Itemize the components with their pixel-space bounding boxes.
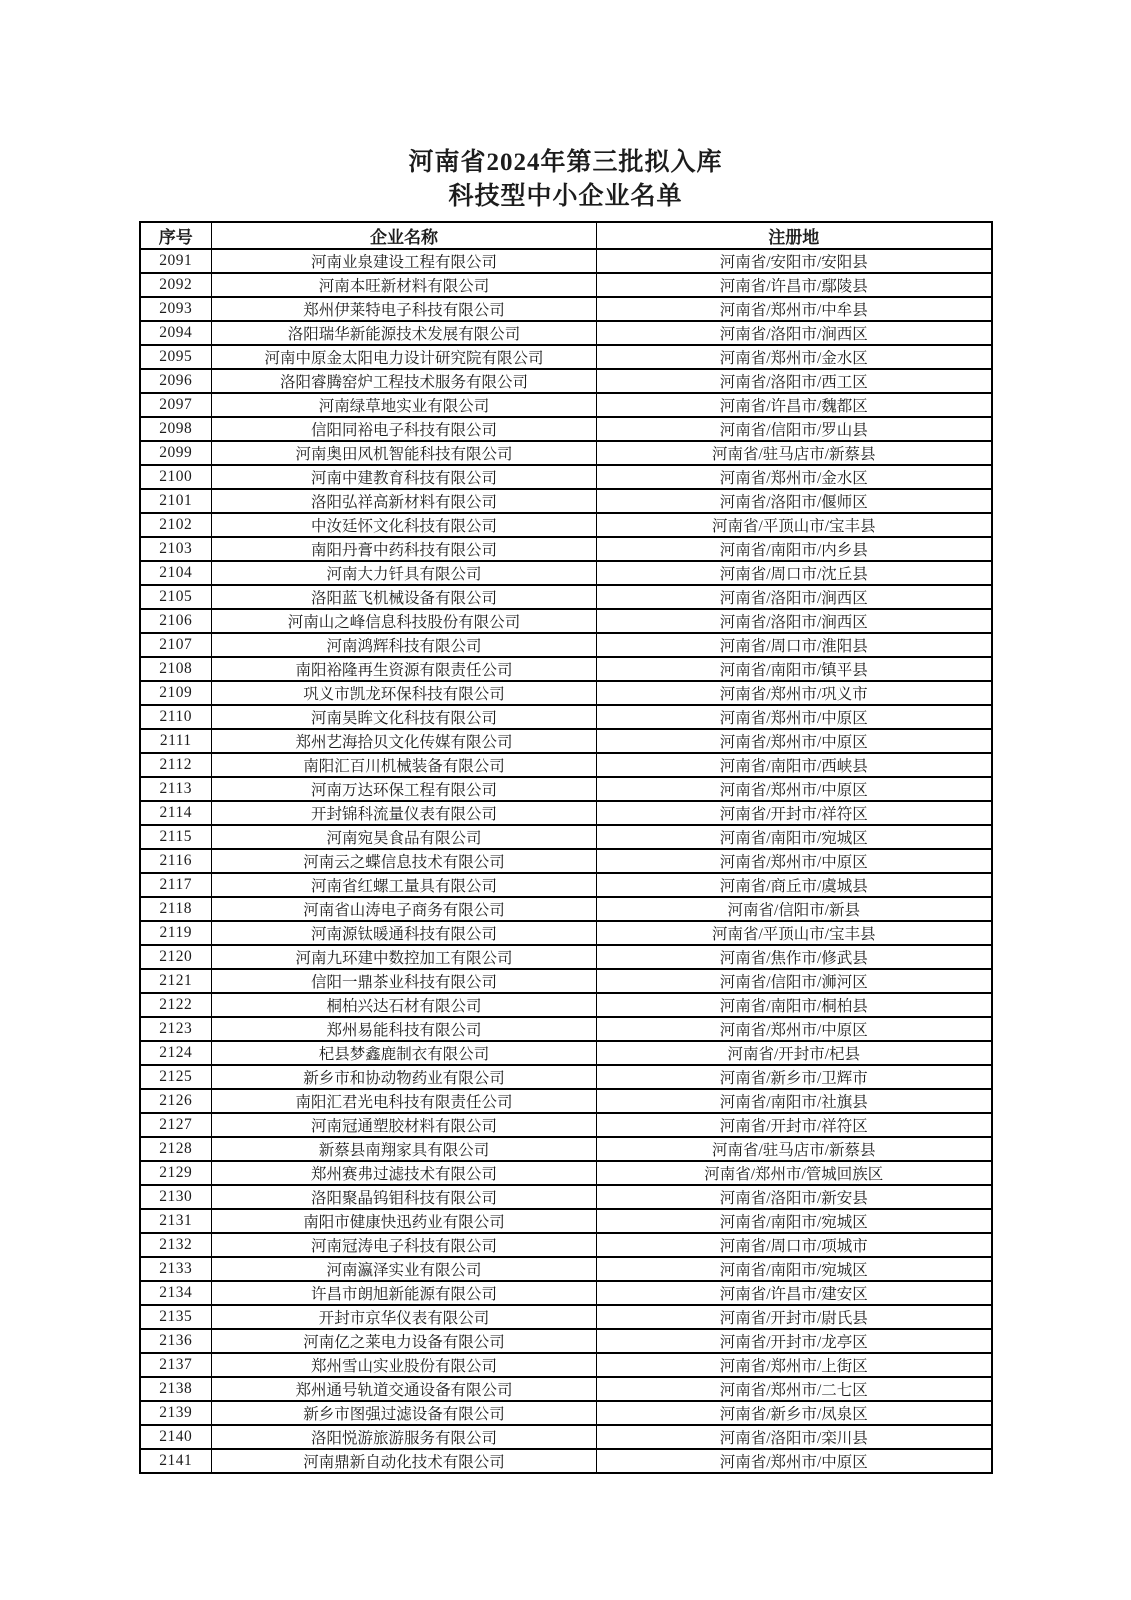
registration-cell: 河南省/新乡市/卫辉市 <box>597 1065 992 1089</box>
serial-cell: 2118 <box>140 897 212 921</box>
document-title-line1: 河南省2024年第三批拟入库 <box>408 149 723 176</box>
company-name-cell: 新蔡县南翔家具有限公司 <box>212 1137 597 1161</box>
table-row <box>140 1257 992 1281</box>
company-name-cell: 河南中原金太阳电力设计研究院有限公司 <box>212 345 597 369</box>
serial-cell: 2141 <box>140 1449 212 1473</box>
table-row <box>140 1401 992 1425</box>
table-row <box>140 369 992 393</box>
registration-cell: 河南省/南阳市/宛城区 <box>597 825 992 849</box>
company-name-cell: 南阳汇君光电科技有限责任公司 <box>212 1089 597 1113</box>
registration-cell: 河南省/开封市/尉氏县 <box>597 1305 992 1329</box>
table-row <box>140 441 992 465</box>
serial-cell: 2127 <box>140 1113 212 1137</box>
company-name-cell: 洛阳悦游旅游服务有限公司 <box>212 1425 597 1449</box>
table-row <box>140 321 992 345</box>
registration-cell: 河南省/开封市/龙亭区 <box>597 1329 992 1353</box>
company-name-cell: 洛阳蓝飞机械设备有限公司 <box>212 585 597 609</box>
serial-cell: 2130 <box>140 1185 212 1209</box>
serial-cell: 2128 <box>140 1137 212 1161</box>
serial-cell: 2136 <box>140 1329 212 1353</box>
table-row <box>140 561 992 585</box>
company-name-cell: 河南昊眸文化科技有限公司 <box>212 705 597 729</box>
registration-cell: 河南省/许昌市/鄢陵县 <box>597 273 992 297</box>
serial-cell: 2133 <box>140 1257 212 1281</box>
serial-cell: 2096 <box>140 369 212 393</box>
table-row <box>140 1209 992 1233</box>
table-row <box>140 753 992 777</box>
serial-cell: 2135 <box>140 1305 212 1329</box>
company-name-cell: 河南省红螺工量具有限公司 <box>212 873 597 897</box>
company-name-cell: 郑州雪山实业股份有限公司 <box>212 1353 597 1377</box>
registration-cell: 河南省/开封市/杞县 <box>597 1041 992 1065</box>
serial-cell: 2097 <box>140 393 212 417</box>
serial-cell: 2100 <box>140 465 212 489</box>
company-name-cell: 洛阳睿腾窑炉工程技术服务有限公司 <box>212 369 597 393</box>
company-name-cell: 南阳汇百川机械装备有限公司 <box>212 753 597 777</box>
company-name-cell: 新乡市和协动物药业有限公司 <box>212 1065 597 1089</box>
table-row <box>140 729 992 753</box>
table-row <box>140 609 992 633</box>
registration-cell: 河南省/平顶山市/宝丰县 <box>597 513 992 537</box>
company-name-cell: 河南瀛泽实业有限公司 <box>212 1257 597 1281</box>
company-name-cell: 河南中建教育科技有限公司 <box>212 465 597 489</box>
table-row <box>140 417 992 441</box>
company-name-cell: 河南鸿辉科技有限公司 <box>212 633 597 657</box>
registration-cell: 河南省/洛阳市/新安县 <box>597 1185 992 1209</box>
registration-cell: 河南省/郑州市/上街区 <box>597 1353 992 1377</box>
table-row <box>140 1185 992 1209</box>
table-header-row <box>140 222 992 249</box>
company-name-cell: 巩义市凯龙环保科技有限公司 <box>212 681 597 705</box>
serial-cell: 2102 <box>140 513 212 537</box>
serial-cell: 2120 <box>140 945 212 969</box>
company-name-cell: 开封锦科流量仪表有限公司 <box>212 801 597 825</box>
registration-cell: 河南省/郑州市/管城回族区 <box>597 1161 992 1185</box>
serial-cell: 2138 <box>140 1377 212 1401</box>
registration-cell: 河南省/周口市/项城市 <box>597 1233 992 1257</box>
company-name-cell: 河南万达环保工程有限公司 <box>212 777 597 801</box>
company-name-cell: 南阳市健康快迅药业有限公司 <box>212 1209 597 1233</box>
serial-cell: 2093 <box>140 297 212 321</box>
registration-cell: 河南省/郑州市/中牟县 <box>597 297 992 321</box>
table-row <box>140 633 992 657</box>
company-name-cell: 河南业泉建设工程有限公司 <box>212 249 597 273</box>
company-name-cell: 郑州易能科技有限公司 <box>212 1017 597 1041</box>
registration-cell: 河南省/周口市/淮阳县 <box>597 633 992 657</box>
serial-cell: 2103 <box>140 537 212 561</box>
serial-cell: 2137 <box>140 1353 212 1377</box>
table-row <box>140 1017 992 1041</box>
company-name-cell: 洛阳弘祥高新材料有限公司 <box>212 489 597 513</box>
registration-cell: 河南省/南阳市/西峡县 <box>597 753 992 777</box>
company-name-cell: 河南亿之莱电力设备有限公司 <box>212 1329 597 1353</box>
company-name-cell: 郑州通号轨道交通设备有限公司 <box>212 1377 597 1401</box>
table-row <box>140 489 992 513</box>
registration-cell: 河南省/郑州市/金水区 <box>597 345 992 369</box>
serial-cell: 2117 <box>140 873 212 897</box>
serial-cell: 2139 <box>140 1401 212 1425</box>
serial-cell: 2099 <box>140 441 212 465</box>
serial-cell: 2114 <box>140 801 212 825</box>
serial-cell: 2092 <box>140 273 212 297</box>
registration-cell: 河南省/驻马店市/新蔡县 <box>597 441 992 465</box>
registration-cell: 河南省/洛阳市/涧西区 <box>597 585 992 609</box>
registration-cell: 河南省/南阳市/内乡县 <box>597 537 992 561</box>
serial-cell: 2110 <box>140 705 212 729</box>
company-name-cell: 信阳一鼎茶业科技有限公司 <box>212 969 597 993</box>
serial-cell: 2115 <box>140 825 212 849</box>
company-name-cell: 开封市京华仪表有限公司 <box>212 1305 597 1329</box>
registration-cell: 河南省/洛阳市/涧西区 <box>597 609 992 633</box>
company-name-cell: 河南冠涛电子科技有限公司 <box>212 1233 597 1257</box>
serial-cell: 2112 <box>140 753 212 777</box>
table-row <box>140 1449 992 1473</box>
registration-cell: 河南省/许昌市/建安区 <box>597 1281 992 1305</box>
serial-cell: 2122 <box>140 993 212 1017</box>
registration-cell: 河南省/郑州市/金水区 <box>597 465 992 489</box>
table-row <box>140 1377 992 1401</box>
registration-cell: 河南省/郑州市/中原区 <box>597 705 992 729</box>
table-row <box>140 921 992 945</box>
serial-cell: 2091 <box>140 249 212 273</box>
table-row <box>140 1305 992 1329</box>
serial-cell: 2132 <box>140 1233 212 1257</box>
registration-cell: 河南省/商丘市/虞城县 <box>597 873 992 897</box>
registration-cell: 河南省/南阳市/桐柏县 <box>597 993 992 1017</box>
table-row <box>140 1113 992 1137</box>
registration-cell: 河南省/开封市/祥符区 <box>597 1113 992 1137</box>
table-row <box>140 1065 992 1089</box>
registration-cell: 河南省/平顶山市/宝丰县 <box>597 921 992 945</box>
registration-cell: 河南省/安阳市/安阳县 <box>597 249 992 273</box>
table-row <box>140 1137 992 1161</box>
company-name-cell: 洛阳瑞华新能源技术发展有限公司 <box>212 321 597 345</box>
table-row <box>140 657 992 681</box>
table-row <box>140 897 992 921</box>
registration-cell: 河南省/南阳市/镇平县 <box>597 657 992 681</box>
table-row <box>140 1233 992 1257</box>
serial-cell: 2106 <box>140 609 212 633</box>
registration-cell: 河南省/信阳市/浉河区 <box>597 969 992 993</box>
serial-cell: 2119 <box>140 921 212 945</box>
serial-cell: 2098 <box>140 417 212 441</box>
company-name-cell: 新乡市图强过滤设备有限公司 <box>212 1401 597 1425</box>
company-name-cell: 河南云之蝶信息技术有限公司 <box>212 849 597 873</box>
table-row <box>140 1041 992 1065</box>
registration-cell: 河南省/焦作市/修武县 <box>597 945 992 969</box>
serial-cell: 2116 <box>140 849 212 873</box>
table-row <box>140 393 992 417</box>
company-table <box>139 221 993 1474</box>
table-row <box>140 705 992 729</box>
registration-cell: 河南省/驻马店市/新蔡县 <box>597 1137 992 1161</box>
company-name-cell: 郑州赛弗过滤技术有限公司 <box>212 1161 597 1185</box>
table-row <box>140 1281 992 1305</box>
serial-cell: 2108 <box>140 657 212 681</box>
company-name-cell: 河南奥田风机智能科技有限公司 <box>212 441 597 465</box>
table-row <box>140 1329 992 1353</box>
table-row <box>140 849 992 873</box>
table-row <box>140 537 992 561</box>
table-row <box>140 945 992 969</box>
table-row <box>140 825 992 849</box>
company-name-cell: 河南山之峰信息科技股份有限公司 <box>212 609 597 633</box>
serial-cell: 2109 <box>140 681 212 705</box>
registration-cell: 河南省/郑州市/中原区 <box>597 1017 992 1041</box>
registration-cell: 河南省/郑州市/中原区 <box>597 1449 992 1473</box>
document-title-line2: 科技型中小企业名单 <box>448 183 683 210</box>
table-row <box>140 249 992 273</box>
header-company-name: 企业名称 <box>212 222 597 249</box>
registration-cell: 河南省/新乡市/凤泉区 <box>597 1401 992 1425</box>
serial-cell: 2140 <box>140 1425 212 1449</box>
serial-cell: 2134 <box>140 1281 212 1305</box>
company-name-cell: 河南源钛暖通科技有限公司 <box>212 921 597 945</box>
company-name-cell: 桐柏兴达石材有限公司 <box>212 993 597 1017</box>
serial-cell: 2095 <box>140 345 212 369</box>
header-serial: 序号 <box>140 222 212 249</box>
registration-cell: 河南省/南阳市/宛城区 <box>597 1209 992 1233</box>
company-name-cell: 河南本旺新材料有限公司 <box>212 273 597 297</box>
company-name-cell: 杞县梦鑫鹿制衣有限公司 <box>212 1041 597 1065</box>
company-name-cell: 河南大力钎具有限公司 <box>212 561 597 585</box>
registration-cell: 河南省/信阳市/罗山县 <box>597 417 992 441</box>
company-name-cell: 河南宛昊食品有限公司 <box>212 825 597 849</box>
registration-cell: 河南省/南阳市/社旗县 <box>597 1089 992 1113</box>
table-row <box>140 681 992 705</box>
company-name-cell: 信阳同裕电子科技有限公司 <box>212 417 597 441</box>
company-name-cell: 河南冠通塑胶材料有限公司 <box>212 1113 597 1137</box>
serial-cell: 2101 <box>140 489 212 513</box>
registration-cell: 河南省/郑州市/中原区 <box>597 777 992 801</box>
company-name-cell: 南阳丹膏中药科技有限公司 <box>212 537 597 561</box>
header-registration: 注册地 <box>597 222 992 249</box>
serial-cell: 2123 <box>140 1017 212 1041</box>
registration-cell: 河南省/许昌市/魏都区 <box>597 393 992 417</box>
company-name-cell: 河南绿草地实业有限公司 <box>212 393 597 417</box>
registration-cell: 河南省/信阳市/新县 <box>597 897 992 921</box>
serial-cell: 2105 <box>140 585 212 609</box>
table-row <box>140 297 992 321</box>
table-row <box>140 345 992 369</box>
registration-cell: 河南省/郑州市/二七区 <box>597 1377 992 1401</box>
registration-cell: 河南省/郑州市/巩义市 <box>597 681 992 705</box>
serial-cell: 2129 <box>140 1161 212 1185</box>
table-row <box>140 1353 992 1377</box>
serial-cell: 2113 <box>140 777 212 801</box>
table-row <box>140 873 992 897</box>
table-row <box>140 1425 992 1449</box>
registration-cell: 河南省/洛阳市/西工区 <box>597 369 992 393</box>
company-name-cell: 郑州伊莱特电子科技有限公司 <box>212 297 597 321</box>
table-row <box>140 513 992 537</box>
table-row <box>140 1161 992 1185</box>
table-row <box>140 993 992 1017</box>
registration-cell: 河南省/洛阳市/栾川县 <box>597 1425 992 1449</box>
serial-cell: 2121 <box>140 969 212 993</box>
company-name-cell: 中汝廷怀文化科技有限公司 <box>212 513 597 537</box>
company-name-cell: 南阳裕隆再生资源有限责任公司 <box>212 657 597 681</box>
company-name-cell: 河南鼎新自动化技术有限公司 <box>212 1449 597 1473</box>
company-name-cell: 郑州艺海拾贝文化传媒有限公司 <box>212 729 597 753</box>
table-row <box>140 1089 992 1113</box>
company-name-cell: 许昌市朗旭新能源有限公司 <box>212 1281 597 1305</box>
company-name-cell: 河南九环建中数控加工有限公司 <box>212 945 597 969</box>
serial-cell: 2094 <box>140 321 212 345</box>
registration-cell: 河南省/洛阳市/涧西区 <box>597 321 992 345</box>
table-row <box>140 585 992 609</box>
serial-cell: 2126 <box>140 1089 212 1113</box>
registration-cell: 河南省/郑州市/中原区 <box>597 849 992 873</box>
table-row <box>140 465 992 489</box>
serial-cell: 2111 <box>140 729 212 753</box>
company-table-body <box>140 249 992 1473</box>
registration-cell: 河南省/南阳市/宛城区 <box>597 1257 992 1281</box>
registration-cell: 河南省/开封市/祥符区 <box>597 801 992 825</box>
table-row <box>140 273 992 297</box>
registration-cell: 河南省/洛阳市/偃师区 <box>597 489 992 513</box>
registration-cell: 河南省/周口市/沈丘县 <box>597 561 992 585</box>
serial-cell: 2124 <box>140 1041 212 1065</box>
serial-cell: 2107 <box>140 633 212 657</box>
company-name-cell: 洛阳聚晶钨钼科技有限公司 <box>212 1185 597 1209</box>
table-row <box>140 801 992 825</box>
document-title <box>0 0 1131 214</box>
table-row <box>140 969 992 993</box>
registration-cell: 河南省/郑州市/中原区 <box>597 729 992 753</box>
serial-cell: 2125 <box>140 1065 212 1089</box>
company-name-cell: 河南省山涛电子商务有限公司 <box>212 897 597 921</box>
serial-cell: 2104 <box>140 561 212 585</box>
serial-cell: 2131 <box>140 1209 212 1233</box>
table-row <box>140 777 992 801</box>
